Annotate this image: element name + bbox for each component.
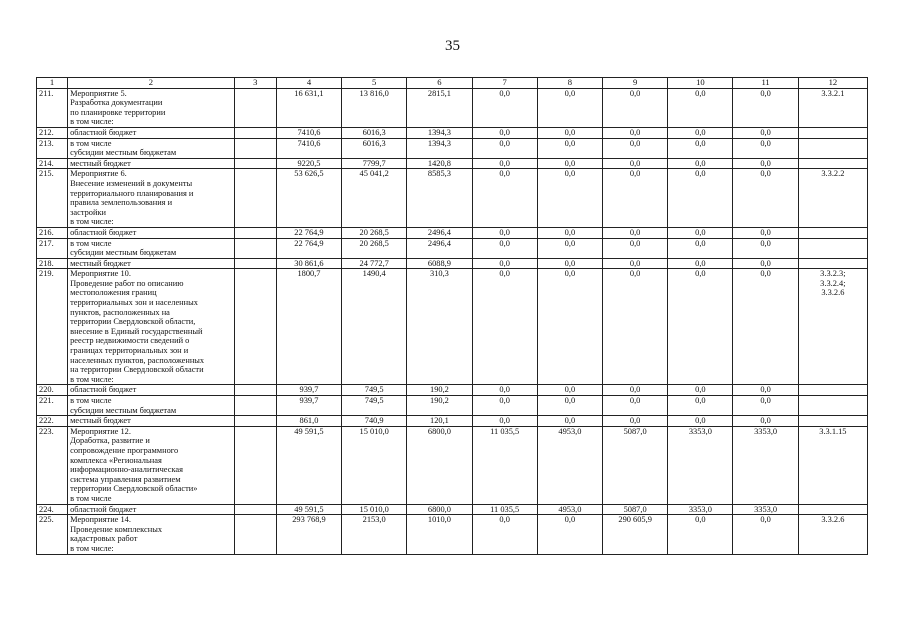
row-number: 213.	[37, 138, 68, 158]
col-3-cell	[234, 504, 276, 515]
table-row	[37, 269, 868, 385]
col-11-cell: 0,0	[733, 515, 798, 554]
row-name: областной бюджет	[68, 385, 235, 396]
col-11-cell: 3353,0	[733, 426, 798, 504]
col-5-cell: 749,5	[342, 396, 407, 416]
column-header: 9	[603, 78, 668, 89]
col-4-cell: 49 591,5	[276, 504, 341, 515]
col-9-cell: 5087,0	[603, 426, 668, 504]
target-code-cell: 3.3.2.6	[798, 515, 867, 554]
row-name: в том числе субсидии местным бюджетам	[68, 238, 235, 258]
col-6-cell: 1420,8	[407, 158, 472, 169]
row-name: Мероприятие 5. Разработка документации по планировке территории в том числе:	[68, 88, 235, 127]
target-code-cell	[798, 396, 867, 416]
row-name: Мероприятие 10. Проведение работ по описанию местоположения границ территориальных зон и населенных пунктов, расположенных на территории Свердловской области, внесение в Единый государственный реестр недвижимости сведений о границах территориальных зон и населенных пунктов, расположенных на территории Свердловской области в том числе:	[68, 269, 235, 385]
col-5-cell: 13 816,0	[342, 88, 407, 127]
col-10-cell: 3353,0	[668, 504, 733, 515]
col-6-cell: 6800,0	[407, 426, 472, 504]
row-name: местный бюджет	[68, 416, 235, 427]
column-header: 7	[472, 78, 537, 89]
row-number: 218.	[37, 258, 68, 269]
col-5-cell: 6016,3	[342, 127, 407, 138]
row-number: 217.	[37, 238, 68, 258]
col-4-cell: 30 861,6	[276, 258, 341, 269]
row-number: 219.	[37, 269, 68, 385]
col-6-cell: 8585,3	[407, 169, 472, 228]
row-name: в том числе субсидии местным бюджетам	[68, 396, 235, 416]
col-9-cell: 0,0	[603, 169, 668, 228]
col-4-cell: 22 764,9	[276, 238, 341, 258]
column-header: 3	[234, 78, 276, 89]
col-4-cell: 7410,6	[276, 127, 341, 138]
col-8-cell: 0,0	[537, 385, 602, 396]
table-row	[37, 396, 868, 416]
col-6-cell: 2815,1	[407, 88, 472, 127]
col-5-cell: 1490,4	[342, 269, 407, 385]
column-header: 2	[68, 78, 235, 89]
col-7-cell: 11 035,5	[472, 504, 537, 515]
row-name: местный бюджет	[68, 158, 235, 169]
row-number: 215.	[37, 169, 68, 228]
table-row	[37, 426, 868, 504]
col-6-cell: 310,3	[407, 269, 472, 385]
col-5-cell: 20 268,5	[342, 227, 407, 238]
col-3-cell	[234, 158, 276, 169]
col-6-cell: 190,2	[407, 385, 472, 396]
col-8-cell: 0,0	[537, 158, 602, 169]
col-4-cell: 293 768,9	[276, 515, 341, 554]
col-3-cell	[234, 269, 276, 385]
col-10-cell: 0,0	[668, 258, 733, 269]
col-9-cell: 0,0	[603, 269, 668, 385]
col-6-cell: 1394,3	[407, 127, 472, 138]
col-11-cell: 0,0	[733, 416, 798, 427]
budget-table	[36, 77, 868, 555]
col-8-cell: 0,0	[537, 169, 602, 228]
table-row	[37, 385, 868, 396]
column-header: 12	[798, 78, 867, 89]
row-name: в том числе субсидии местным бюджетам	[68, 138, 235, 158]
col-7-cell: 0,0	[472, 138, 537, 158]
column-header: 11	[733, 78, 798, 89]
row-number: 214.	[37, 158, 68, 169]
col-3-cell	[234, 515, 276, 554]
col-9-cell: 0,0	[603, 416, 668, 427]
col-8-cell: 0,0	[537, 396, 602, 416]
table-row	[37, 138, 868, 158]
col-6-cell: 1394,3	[407, 138, 472, 158]
col-4-cell: 1800,7	[276, 269, 341, 385]
col-7-cell: 0,0	[472, 238, 537, 258]
row-name: областной бюджет	[68, 504, 235, 515]
table-row	[37, 504, 868, 515]
col-10-cell: 0,0	[668, 88, 733, 127]
target-code-cell: 3.3.2.2	[798, 169, 867, 228]
col-6-cell: 6800,0	[407, 504, 472, 515]
col-8-cell: 0,0	[537, 227, 602, 238]
col-9-cell: 0,0	[603, 258, 668, 269]
row-number: 216.	[37, 227, 68, 238]
col-8-cell: 0,0	[537, 88, 602, 127]
col-9-cell: 5087,0	[603, 504, 668, 515]
target-code-cell	[798, 385, 867, 396]
target-code-cell	[798, 258, 867, 269]
column-header: 6	[407, 78, 472, 89]
column-header-row	[37, 78, 868, 89]
col-9-cell: 0,0	[603, 238, 668, 258]
row-number: 223.	[37, 426, 68, 504]
col-11-cell: 0,0	[733, 127, 798, 138]
col-10-cell: 0,0	[668, 169, 733, 228]
row-name: Мероприятие 14. Проведение комплексных кадастровых работ в том числе:	[68, 515, 235, 554]
col-7-cell: 0,0	[472, 416, 537, 427]
col-9-cell: 0,0	[603, 88, 668, 127]
col-4-cell: 861,0	[276, 416, 341, 427]
col-4-cell: 939,7	[276, 385, 341, 396]
col-7-cell: 0,0	[472, 269, 537, 385]
col-6-cell: 190,2	[407, 396, 472, 416]
col-10-cell: 0,0	[668, 127, 733, 138]
row-name: местный бюджет	[68, 258, 235, 269]
table-row	[37, 416, 868, 427]
row-number: 225.	[37, 515, 68, 554]
col-3-cell	[234, 416, 276, 427]
col-3-cell	[234, 238, 276, 258]
col-3-cell	[234, 227, 276, 238]
col-8-cell: 0,0	[537, 138, 602, 158]
column-header: 8	[537, 78, 602, 89]
target-code-cell	[798, 138, 867, 158]
col-10-cell: 3353,0	[668, 426, 733, 504]
col-11-cell: 3353,0	[733, 504, 798, 515]
col-10-cell: 0,0	[668, 238, 733, 258]
col-11-cell: 0,0	[733, 169, 798, 228]
row-number: 222.	[37, 416, 68, 427]
col-7-cell: 0,0	[472, 258, 537, 269]
target-code-cell: 3.3.2.1	[798, 88, 867, 127]
target-code-cell	[798, 238, 867, 258]
col-11-cell: 0,0	[733, 258, 798, 269]
col-3-cell	[234, 88, 276, 127]
col-10-cell: 0,0	[668, 385, 733, 396]
col-4-cell: 9220,5	[276, 158, 341, 169]
col-5-cell: 15 010,0	[342, 426, 407, 504]
col-7-cell: 0,0	[472, 515, 537, 554]
col-7-cell: 0,0	[472, 158, 537, 169]
row-number: 212.	[37, 127, 68, 138]
col-5-cell: 45 041,2	[342, 169, 407, 228]
col-8-cell: 0,0	[537, 238, 602, 258]
row-number: 211.	[37, 88, 68, 127]
col-10-cell: 0,0	[668, 269, 733, 385]
col-6-cell: 1010,0	[407, 515, 472, 554]
col-11-cell: 0,0	[733, 227, 798, 238]
col-5-cell: 740,9	[342, 416, 407, 427]
col-9-cell: 0,0	[603, 396, 668, 416]
col-10-cell: 0,0	[668, 158, 733, 169]
target-code-cell: 3.3.1.15	[798, 426, 867, 504]
col-4-cell: 49 591,5	[276, 426, 341, 504]
col-6-cell: 6088,9	[407, 258, 472, 269]
col-5-cell: 20 268,5	[342, 238, 407, 258]
row-name: областной бюджет	[68, 127, 235, 138]
col-7-cell: 0,0	[472, 169, 537, 228]
col-4-cell: 53 626,5	[276, 169, 341, 228]
col-8-cell: 4953,0	[537, 504, 602, 515]
col-6-cell: 120,1	[407, 416, 472, 427]
col-7-cell: 0,0	[472, 88, 537, 127]
col-8-cell: 0,0	[537, 258, 602, 269]
row-name: областной бюджет	[68, 227, 235, 238]
col-3-cell	[234, 127, 276, 138]
col-8-cell: 0,0	[537, 127, 602, 138]
row-number: 220.	[37, 385, 68, 396]
col-10-cell: 0,0	[668, 138, 733, 158]
col-11-cell: 0,0	[733, 158, 798, 169]
row-number: 224.	[37, 504, 68, 515]
table-row	[37, 158, 868, 169]
col-4-cell: 22 764,9	[276, 227, 341, 238]
col-5-cell: 15 010,0	[342, 504, 407, 515]
col-7-cell: 0,0	[472, 396, 537, 416]
col-7-cell: 0,0	[472, 227, 537, 238]
col-7-cell: 0,0	[472, 385, 537, 396]
target-code-cell	[798, 158, 867, 169]
col-10-cell: 0,0	[668, 227, 733, 238]
table-row	[37, 88, 868, 127]
col-9-cell: 0,0	[603, 227, 668, 238]
col-3-cell	[234, 385, 276, 396]
col-11-cell: 0,0	[733, 88, 798, 127]
col-3-cell	[234, 396, 276, 416]
col-11-cell: 0,0	[733, 138, 798, 158]
target-code-cell	[798, 227, 867, 238]
col-10-cell: 0,0	[668, 515, 733, 554]
col-8-cell: 0,0	[537, 269, 602, 385]
target-code-cell	[798, 127, 867, 138]
col-11-cell: 0,0	[733, 238, 798, 258]
col-10-cell: 0,0	[668, 396, 733, 416]
col-3-cell	[234, 169, 276, 228]
column-header: 4	[276, 78, 341, 89]
col-6-cell: 2496,4	[407, 238, 472, 258]
row-name: Мероприятие 12. Доработка, развитие и сопровождение программного комплекса «Региональная информационно-аналитическая система управления развитием территории Свердловской области» в том числе	[68, 426, 235, 504]
target-code-cell: 3.3.2.3; 3.3.2.4; 3.3.2.6	[798, 269, 867, 385]
col-5-cell: 6016,3	[342, 138, 407, 158]
col-4-cell: 7410,6	[276, 138, 341, 158]
col-11-cell: 0,0	[733, 385, 798, 396]
col-8-cell: 4953,0	[537, 426, 602, 504]
table-row	[37, 169, 868, 228]
table-row	[37, 127, 868, 138]
col-9-cell: 0,0	[603, 138, 668, 158]
col-9-cell: 0,0	[603, 385, 668, 396]
target-code-cell	[798, 504, 867, 515]
table-row	[37, 238, 868, 258]
row-number: 221.	[37, 396, 68, 416]
table-row	[37, 515, 868, 554]
col-7-cell: 0,0	[472, 127, 537, 138]
col-8-cell: 0,0	[537, 416, 602, 427]
col-7-cell: 11 035,5	[472, 426, 537, 504]
col-5-cell: 24 772,7	[342, 258, 407, 269]
col-9-cell: 0,0	[603, 127, 668, 138]
col-11-cell: 0,0	[733, 269, 798, 385]
col-5-cell: 2153,0	[342, 515, 407, 554]
column-header: 1	[37, 78, 68, 89]
table-row	[37, 227, 868, 238]
col-9-cell: 290 605,9	[603, 515, 668, 554]
row-name: Мероприятие 6. Внесение изменений в документы территориального планирования и правила землепользования и застройки в том числе:	[68, 169, 235, 228]
col-8-cell: 0,0	[537, 515, 602, 554]
col-5-cell: 749,5	[342, 385, 407, 396]
column-header: 10	[668, 78, 733, 89]
col-4-cell: 16 631,1	[276, 88, 341, 127]
col-3-cell	[234, 138, 276, 158]
col-6-cell: 2496,4	[407, 227, 472, 238]
col-10-cell: 0,0	[668, 416, 733, 427]
col-4-cell: 939,7	[276, 396, 341, 416]
col-5-cell: 7799,7	[342, 158, 407, 169]
col-3-cell	[234, 426, 276, 504]
col-9-cell: 0,0	[603, 158, 668, 169]
col-11-cell: 0,0	[733, 396, 798, 416]
column-header: 5	[342, 78, 407, 89]
page-number: 35	[445, 38, 460, 54]
table-row	[37, 258, 868, 269]
target-code-cell	[798, 416, 867, 427]
col-3-cell	[234, 258, 276, 269]
